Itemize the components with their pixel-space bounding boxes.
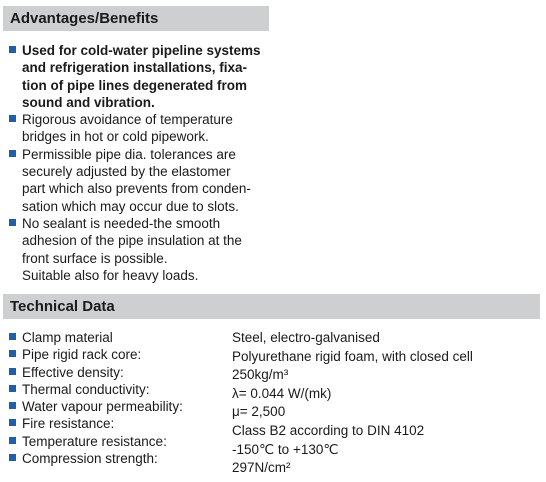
advantage-text: Rigorous avoidance of temperature bridges in hot or cold pipework. [22, 112, 233, 145]
tech-label-item [8, 450, 228, 467]
tech-label: Temperature resistance: [22, 433, 167, 449]
tech-value: 297N/cm² [232, 460, 291, 476]
square-bullet-icon [9, 385, 16, 392]
advantage-item [8, 146, 270, 215]
tech-label-item [8, 415, 228, 432]
tech-label-item [8, 364, 228, 381]
square-bullet-icon [9, 402, 16, 409]
tech-label: Clamp material [22, 330, 113, 345]
square-bullet-icon [9, 437, 16, 444]
tech-label-item [8, 381, 228, 398]
square-bullet-icon [9, 150, 16, 157]
advantage-item [8, 215, 270, 284]
tech-label: Fire resistance: [22, 416, 115, 432]
square-bullet-icon [9, 115, 16, 122]
square-bullet-icon [9, 454, 16, 461]
advantage-text: Used for cold-water pipeline systems and refrigeration installations, fixa- tion of pipe lines degenerated from sound and vibration. [22, 43, 261, 110]
square-bullet-icon [9, 46, 16, 53]
tech-label: Effective density: [22, 364, 124, 380]
square-bullet-icon [9, 333, 16, 340]
square-bullet-icon [9, 419, 16, 426]
technical-values-list [232, 329, 532, 478]
square-bullet-icon [9, 368, 16, 375]
advantage-text: Permissible pipe dia. tolerances are securely adjusted by the elastomer part which also prevents from conden- sation which may occur due to slots. [22, 146, 251, 214]
tech-label-item [8, 433, 228, 450]
tech-value: 250kg/m³ [232, 367, 289, 383]
tech-label: Thermal conductivity: [22, 381, 150, 397]
tech-label: Water vapour permeability: [22, 399, 183, 415]
advantage-item [8, 111, 270, 146]
tech-label-item [8, 329, 228, 346]
tech-label: Pipe rigid rack core: [22, 347, 142, 363]
tech-value: μ= 2,500 [232, 404, 286, 420]
tech-value: Class B2 according to DIN 4102 [232, 422, 425, 438]
square-bullet-icon [9, 350, 16, 357]
tech-value: Polyurethane rigid foam, with closed cell [232, 348, 473, 364]
tech-label: Compression strength: [22, 451, 158, 467]
square-bullet-icon [9, 219, 16, 226]
tech-label-item [8, 346, 228, 363]
technical-data-section-title [3, 294, 540, 319]
technical-labels-list [8, 329, 228, 467]
advantages-title-text: Advantages/Benefits [10, 10, 159, 27]
technical-title-text: Technical Data [10, 298, 115, 315]
tech-value: Steel, electro-galvanised [232, 330, 380, 345]
advantage-text: No sealant is needed-the smooth adhesion of the pipe insulation at the front surface is possible. Suitable also for heavy loads. [22, 215, 242, 283]
advantage-item [8, 42, 270, 111]
tech-value: λ= 0.044 W/(mk) [232, 385, 332, 401]
advantages-section-title [3, 6, 269, 31]
tech-value: -150℃ to +130℃ [232, 441, 339, 457]
advantages-list [8, 42, 270, 284]
tech-label-item [8, 398, 228, 415]
